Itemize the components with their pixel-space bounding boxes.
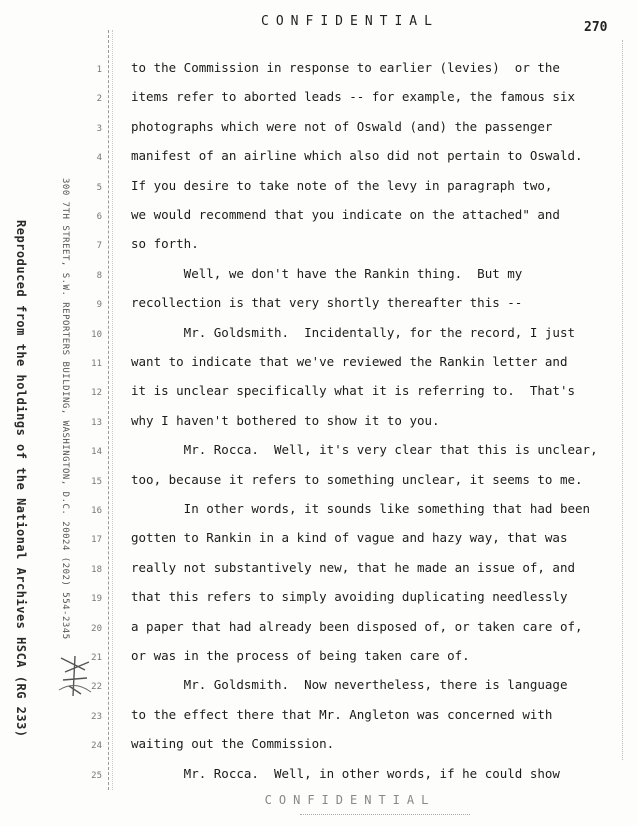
transcript-line: In other words, it sounds like something that had been bbox=[131, 501, 591, 516]
line-number: 10 bbox=[91, 329, 102, 340]
transcript-line: Mr. Rocca. Well, it's very clear that this is unclear, bbox=[131, 442, 598, 458]
line-number: 3 bbox=[96, 123, 102, 134]
line-number: 5 bbox=[96, 182, 102, 193]
transcript-line: too, because it refers to something unclear, it seems to me. bbox=[131, 471, 583, 487]
transcript-line: gotten to Rankin in a kind of vague and hazy way, that was bbox=[131, 530, 568, 546]
line-number: 25 bbox=[91, 770, 102, 781]
line-number: 2 bbox=[96, 94, 102, 105]
transcript-line: want to indicate that we've reviewed the Rankin letter and bbox=[131, 354, 568, 369]
line-number: 14 bbox=[91, 447, 102, 458]
left-margin-rule-secondary bbox=[112, 30, 113, 790]
line-number: 9 bbox=[96, 300, 102, 311]
page-number: 270 bbox=[584, 20, 608, 35]
line-number: 13 bbox=[91, 417, 102, 428]
line-number: 6 bbox=[96, 212, 102, 222]
line-number: 24 bbox=[91, 741, 102, 752]
left-margin-rule bbox=[108, 30, 109, 790]
line-number: 7 bbox=[96, 241, 102, 252]
reporter-address-strip: 300 7TH STREET, S.W. REPORTERS BUILDING, WASHINGTON, D.C. 20024 (202) 554-2345 bbox=[60, 178, 70, 640]
transcript-line: photographs which were not of Oswald (and) the passenger bbox=[131, 118, 553, 134]
line-number: 20 bbox=[91, 623, 102, 634]
header-classification: CONFIDENTIAL bbox=[261, 14, 439, 29]
line-number: 16 bbox=[91, 506, 102, 516]
line-number: 11 bbox=[91, 359, 102, 369]
transcript-line: why I haven't bothered to show it to you. bbox=[131, 412, 440, 428]
transcript-line: to the Commission in response to earlier (levies) or the bbox=[131, 60, 560, 75]
transcript-line: we would recommend that you indicate on the attached" and bbox=[131, 207, 560, 222]
line-number: 1 bbox=[96, 65, 102, 75]
transcript-line: recollection is that very shortly thereafter this -- bbox=[131, 295, 523, 311]
line-number: 17 bbox=[91, 535, 102, 546]
transcript-line: Mr. Rocca. Well, in other words, if he could show bbox=[131, 765, 560, 781]
line-number: 19 bbox=[91, 594, 102, 605]
transcript-line: a paper that had already been disposed of, or taken care of, bbox=[131, 618, 583, 634]
right-margin-rule bbox=[622, 40, 623, 760]
transcript-line: or was in the process of being taken care of. bbox=[131, 648, 470, 663]
footer-scrawl bbox=[300, 814, 470, 819]
transcript-line: it is unclear specifically what it is referring to. That's bbox=[131, 383, 576, 399]
transcript-line: so forth. bbox=[131, 236, 199, 252]
line-number: 21 bbox=[91, 653, 102, 663]
reproduction-note: Reproduced from the holdings of the National Archives HSCA (RG 233) bbox=[14, 220, 28, 738]
line-number: 8 bbox=[96, 270, 102, 281]
transcript-line: If you desire to take note of the levy in paragraph two, bbox=[131, 177, 553, 193]
line-number: 15 bbox=[91, 476, 102, 487]
transcript-line: that this refers to simply avoiding duplicating needlessly bbox=[131, 589, 568, 605]
transcript-line: Mr. Goldsmith. Incidentally, for the record, I just bbox=[131, 324, 576, 340]
line-number: 23 bbox=[91, 711, 102, 722]
line-number: 12 bbox=[91, 388, 102, 399]
footer-classification: CONFIDENTIAL bbox=[264, 793, 436, 807]
transcript-line: really not substantively new, that he made an issue of, and bbox=[131, 559, 576, 575]
transcript-line: manifest of an airline which also did not pertain to Oswald. bbox=[131, 148, 583, 164]
line-number: 4 bbox=[96, 153, 102, 164]
transcript-line: waiting out the Commission. bbox=[131, 736, 335, 752]
transcript-line: to the effect there that Mr. Angleton was concerned with bbox=[131, 706, 553, 722]
line-number: 22 bbox=[91, 682, 102, 693]
line-number: 18 bbox=[91, 564, 102, 575]
transcript-line: Well, we don't have the Rankin thing. But my bbox=[131, 265, 523, 281]
transcript-line: Mr. Goldsmith. Now nevertheless, there is language bbox=[131, 677, 568, 693]
transcript-line: items refer to aborted leads -- for example, the famous six bbox=[131, 89, 576, 105]
